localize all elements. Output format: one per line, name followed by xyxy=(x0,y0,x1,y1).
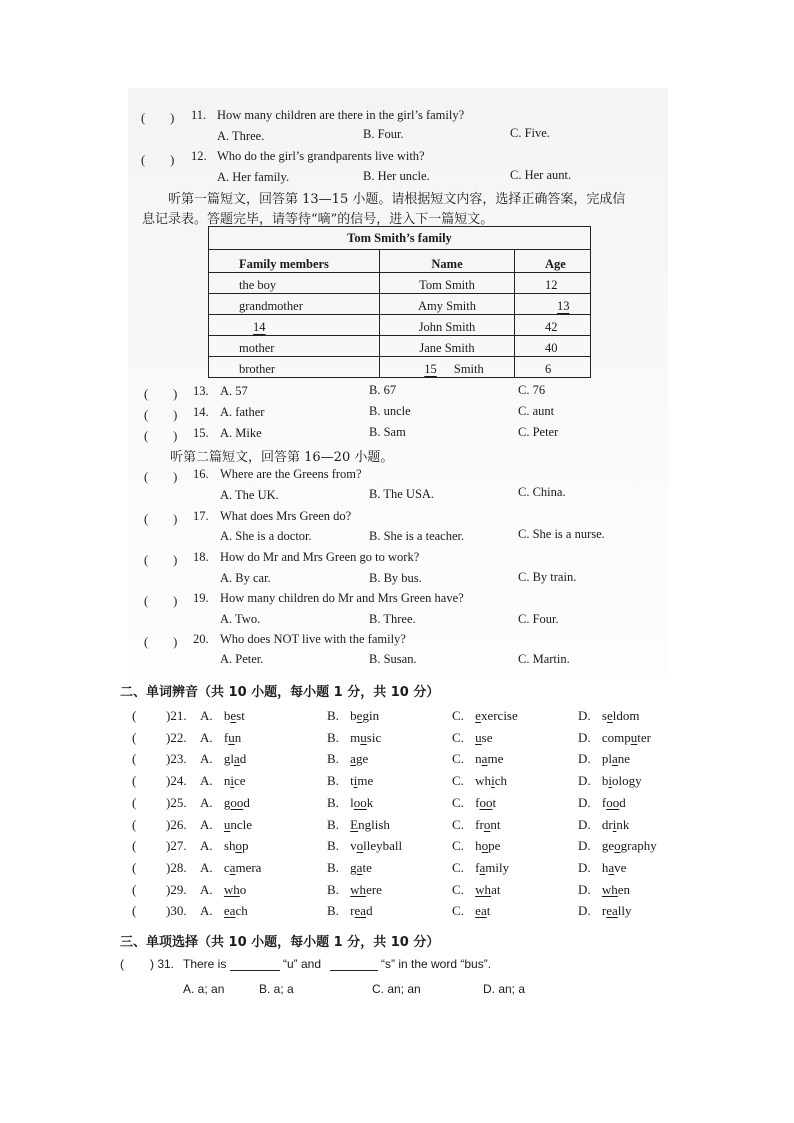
option-d[interactable] xyxy=(578,730,651,746)
underlined-letters: o xyxy=(483,817,491,832)
option-d[interactable] xyxy=(578,882,630,898)
option-label: A. xyxy=(200,730,216,745)
option-c[interactable]: C. Five. xyxy=(510,126,550,140)
word-prefix: n xyxy=(223,773,231,788)
word-suffix: ch xyxy=(235,903,248,918)
option-b[interactable]: B. The USA. xyxy=(369,487,435,501)
question-number: 12. xyxy=(191,149,207,163)
option-d[interactable] xyxy=(578,795,626,811)
option-c[interactable] xyxy=(452,817,500,833)
option-label: D. xyxy=(578,795,594,810)
question-number: 14. xyxy=(193,405,209,419)
option-label: D. xyxy=(578,773,594,788)
question-number: 15. xyxy=(193,426,209,440)
option-label: B. xyxy=(327,903,343,918)
question-number: 16. xyxy=(193,467,209,481)
word-suffix: te xyxy=(362,860,372,875)
word-prefix: h xyxy=(475,838,482,853)
option-a[interactable]: A. Two. xyxy=(220,612,261,626)
section-heading-pronunciation: 二、单词辨音（共 10 小题，每小题 1 分，共 10 分） xyxy=(120,685,440,700)
question-text: Who does NOT live with the family? xyxy=(220,632,406,646)
underlined-letters: ea xyxy=(606,903,618,918)
option-label: B. xyxy=(327,817,343,832)
word-prefix: f xyxy=(223,730,229,745)
question-text: Who do the girl’s grandparents live with? xyxy=(217,149,425,163)
answer-paren[interactable]: ( xyxy=(132,838,137,853)
word-suffix: gin xyxy=(362,708,380,723)
underlined-letters: i xyxy=(608,773,613,788)
question-number: )27. xyxy=(166,838,187,853)
option-a[interactable] xyxy=(200,795,250,811)
word-suffix: nt xyxy=(490,817,501,832)
question-number: )24. xyxy=(166,773,187,788)
word-suffix: ne xyxy=(617,751,631,766)
question-number: )28. xyxy=(166,860,187,875)
word-prefix: c xyxy=(223,860,230,875)
word-prefix: f xyxy=(475,795,480,810)
option-b[interactable]: B. Three. xyxy=(369,612,416,626)
option-b[interactable] xyxy=(327,751,368,767)
word-suffix: mily xyxy=(485,860,510,875)
word-suffix: mera xyxy=(235,860,262,875)
underlined-letters: o xyxy=(614,838,621,853)
option-label: C. xyxy=(452,817,468,832)
underlined-letters: u xyxy=(360,730,367,745)
word-suffix: o xyxy=(239,882,247,897)
underlined-letters: ea xyxy=(475,903,487,918)
option-c[interactable]: C. 76 xyxy=(518,383,546,397)
option-c[interactable]: C. Martin. xyxy=(518,652,570,666)
option-a[interactable] xyxy=(200,838,248,854)
option-label: A. xyxy=(200,860,216,875)
word-suffix: lly xyxy=(617,903,632,918)
word-suffix: me xyxy=(357,773,374,788)
option-a[interactable]: A. father xyxy=(220,405,265,419)
option-d[interactable]: D. an; a xyxy=(483,982,526,996)
option-label: A. xyxy=(200,838,216,853)
underlined-letters: u xyxy=(475,730,482,745)
table-row: grandmother Amy Smith 13 xyxy=(209,294,591,315)
word-prefix: f xyxy=(475,860,480,875)
underlined-letters: a xyxy=(608,860,615,875)
question-text: How many children are there in the girl’s family? xyxy=(217,108,465,122)
table-row: the boy Tom Smith 12 xyxy=(209,273,591,294)
underlined-letters: o xyxy=(481,838,489,853)
option-label: C. xyxy=(452,860,468,875)
word-prefix: r xyxy=(350,903,355,918)
option-c[interactable] xyxy=(452,860,509,876)
option-b[interactable]: B. Susan. xyxy=(369,652,417,666)
option-a[interactable] xyxy=(200,751,246,767)
underlined-letters: a xyxy=(612,751,618,766)
underlined-letters: E xyxy=(350,817,359,832)
option-c[interactable] xyxy=(452,838,500,854)
option-a[interactable]: A. Mike xyxy=(220,426,262,440)
option-b[interactable]: B. a; a xyxy=(259,982,294,996)
word-suffix: n xyxy=(234,730,242,745)
option-b[interactable]: B. Her uncle. xyxy=(363,169,430,183)
word-prefix: l xyxy=(350,795,354,810)
blank-13[interactable]: 13 xyxy=(557,299,570,313)
word-suffix: nglish xyxy=(358,817,390,832)
word-prefix: pl xyxy=(601,751,613,766)
option-label: A. xyxy=(200,773,216,788)
question-number: 20. xyxy=(193,632,209,646)
underlined-letters: o xyxy=(235,838,242,853)
table-header-members: Family members xyxy=(209,250,380,273)
option-a[interactable] xyxy=(200,903,248,919)
option-b[interactable]: B. Four. xyxy=(363,127,404,141)
option-label: D. xyxy=(578,860,594,875)
table-title: Tom Smith’s family xyxy=(209,227,591,250)
question-text-start: There is xyxy=(183,957,227,971)
question-number: 11. xyxy=(191,108,207,122)
word-suffix: pe xyxy=(488,838,501,853)
option-label: A. xyxy=(200,751,216,766)
table-header-name: Name xyxy=(380,250,515,273)
option-b[interactable] xyxy=(327,882,382,898)
answer-paren[interactable]: ( xyxy=(132,730,137,745)
underlined-letters: a xyxy=(479,860,486,875)
option-d[interactable] xyxy=(578,773,642,789)
word-suffix: d xyxy=(366,903,373,918)
option-label: A. xyxy=(200,817,216,832)
word-suffix: se xyxy=(481,730,493,745)
answer-paren[interactable]: ( ) xyxy=(144,553,178,567)
word-suffix: graphy xyxy=(620,838,657,853)
underlined-letters: u xyxy=(630,730,638,745)
word-suffix: d xyxy=(619,795,626,810)
answer-paren[interactable]: ( xyxy=(120,957,124,971)
answer-paren[interactable]: ( ) xyxy=(144,635,178,649)
option-label: B. xyxy=(327,838,343,853)
word-prefix: t xyxy=(350,773,354,788)
option-label: B. xyxy=(327,795,343,810)
option-c[interactable]: C. Peter xyxy=(518,425,559,439)
question-number: )23. xyxy=(166,751,187,766)
option-c[interactable] xyxy=(452,751,503,767)
word-suffix: at xyxy=(491,882,501,897)
option-label: A. xyxy=(200,708,216,723)
option-a[interactable]: A. Her family. xyxy=(217,170,290,184)
option-label: B. xyxy=(327,882,343,897)
option-b[interactable]: B. 67 xyxy=(369,383,397,397)
answer-paren[interactable]: ( ) xyxy=(144,387,178,401)
option-c[interactable]: C. aunt xyxy=(518,404,555,418)
answer-paren[interactable]: ( ) xyxy=(144,512,178,526)
word-suffix: ch xyxy=(494,773,507,788)
option-label: C. xyxy=(452,882,468,897)
option-label: A. xyxy=(200,882,216,897)
answer-paren[interactable]: ( xyxy=(132,708,137,723)
underlined-letters: i xyxy=(491,773,495,788)
answer-paren[interactable]: ( ) xyxy=(144,470,178,484)
option-a[interactable] xyxy=(200,730,241,746)
word-prefix: s xyxy=(601,708,607,723)
question-text-end: “s” in the word “bus”. xyxy=(381,957,492,971)
word-suffix: nk xyxy=(616,817,630,832)
passage2-instruction: 听第二篇短文，回答第 16—20 小题。 xyxy=(170,450,394,465)
answer-paren[interactable]: ( ) xyxy=(144,429,178,443)
option-d[interactable] xyxy=(578,817,629,833)
word-suffix: sic xyxy=(366,730,382,745)
option-label: B. xyxy=(327,773,343,788)
word-prefix: g xyxy=(350,860,357,875)
option-b[interactable] xyxy=(327,817,390,833)
option-a[interactable]: A. 57 xyxy=(220,384,248,398)
passage1-instruction-line1: 听第一篇短文，回答第 13—15 小题。请根据短文内容，选择正确答案，完成信 xyxy=(168,192,626,207)
underlined-letters: a xyxy=(234,751,240,766)
word-suffix: p xyxy=(241,838,249,853)
option-c[interactable] xyxy=(452,773,507,789)
option-b[interactable]: B. She is a teacher. xyxy=(369,529,465,543)
option-label: D. xyxy=(578,882,594,897)
underlined-letters: e xyxy=(230,708,237,723)
option-label: B. xyxy=(327,860,343,875)
option-a[interactable]: A. By car. xyxy=(220,571,271,585)
section-heading-single-choice: 三、单项选择（共 10 小题，每小题 1 分，共 10 分） xyxy=(120,935,440,950)
option-label: C. xyxy=(452,903,468,918)
option-label: B. xyxy=(327,751,343,766)
answer-paren[interactable]: ( xyxy=(132,795,137,810)
word-prefix: h xyxy=(601,860,609,875)
word-prefix: r xyxy=(601,903,607,918)
option-c[interactable]: C. an; an xyxy=(372,982,421,996)
table-row: brother 15 Smith 6 xyxy=(209,357,591,378)
word-suffix: k xyxy=(366,795,374,810)
option-a[interactable] xyxy=(200,817,252,833)
question-number: 17. xyxy=(193,509,209,523)
blank-14[interactable]: 14 xyxy=(253,320,266,334)
option-b[interactable]: B. Sam xyxy=(369,425,406,439)
option-b[interactable] xyxy=(327,838,402,854)
word-suffix: d xyxy=(239,751,247,766)
word-prefix: wh xyxy=(475,773,492,788)
question-text: What does Mrs Green do? xyxy=(220,509,352,523)
question-number: 19. xyxy=(193,591,209,605)
underlined-letters: i xyxy=(230,773,235,788)
option-b[interactable] xyxy=(327,903,373,919)
question-text: Where are the Greens from? xyxy=(220,467,362,481)
word-prefix: g xyxy=(223,795,231,810)
word-suffix: ve xyxy=(614,860,627,875)
underlined-letters: ea xyxy=(354,903,367,918)
option-d[interactable] xyxy=(578,860,626,876)
option-label: D. xyxy=(578,708,594,723)
option-label: D. xyxy=(578,817,594,832)
option-a[interactable] xyxy=(200,860,261,876)
word-prefix: f xyxy=(601,795,607,810)
option-b[interactable] xyxy=(327,860,372,876)
option-label: C. xyxy=(452,730,468,745)
option-label: C. xyxy=(452,751,468,766)
word-suffix: st xyxy=(236,708,245,723)
underlined-letters: e xyxy=(356,708,363,723)
question-text: How do Mr and Mrs Green go to work? xyxy=(220,550,420,564)
option-c[interactable] xyxy=(452,882,500,898)
answer-paren[interactable]: ( ) xyxy=(141,153,175,167)
underlined-letters: oo xyxy=(230,795,244,810)
option-a[interactable]: A. Peter. xyxy=(220,652,264,666)
answer-paren[interactable]: ( ) xyxy=(141,111,175,125)
table-row: mother Jane Smith 40 xyxy=(209,336,591,357)
option-b[interactable] xyxy=(327,795,373,811)
option-c[interactable] xyxy=(452,795,496,811)
option-b[interactable] xyxy=(327,730,381,746)
word-prefix: fr xyxy=(475,817,484,832)
answer-paren[interactable]: ( ) xyxy=(144,408,178,422)
question-text: How many children do Mr and Mrs Green have? xyxy=(220,591,464,605)
option-label: C. xyxy=(452,838,468,853)
underlined-letters: a xyxy=(481,751,488,766)
question-number: ) 31. xyxy=(150,957,175,971)
underlined-letters: oo xyxy=(479,795,493,810)
answer-paren[interactable]: ( xyxy=(132,903,137,918)
option-c[interactable] xyxy=(452,708,518,724)
option-label: B. xyxy=(327,730,343,745)
option-c[interactable]: C. She is a nurse. xyxy=(518,527,605,541)
underlined-letters: oo xyxy=(353,795,367,810)
answer-paren[interactable]: ( xyxy=(132,773,137,788)
word-suffix: ge xyxy=(355,751,369,766)
option-a[interactable] xyxy=(200,882,246,898)
option-c[interactable]: C. China. xyxy=(518,485,566,499)
word-suffix: xercise xyxy=(480,708,518,723)
question-number: )29. xyxy=(166,882,187,897)
option-label: C. xyxy=(452,773,468,788)
option-label: D. xyxy=(578,751,594,766)
underlined-letters: i xyxy=(353,773,358,788)
option-label: A. xyxy=(200,903,216,918)
option-a[interactable]: A. Three. xyxy=(217,129,265,143)
underlined-letters: a xyxy=(229,860,236,875)
option-a[interactable] xyxy=(200,708,245,724)
question-number: 18. xyxy=(193,550,209,564)
word-prefix: m xyxy=(350,730,361,745)
table-header-age: Age xyxy=(515,250,591,273)
underlined-letters: wh xyxy=(350,882,367,897)
option-label: B. xyxy=(327,708,343,723)
option-b[interactable] xyxy=(327,773,373,789)
answer-paren[interactable]: ( xyxy=(132,751,137,766)
underlined-letters: wh xyxy=(223,882,240,897)
blank-15[interactable]: 15 xyxy=(424,362,437,376)
word-suffix: d xyxy=(243,795,250,810)
underlined-letters: wh xyxy=(475,882,492,897)
word-suffix: en xyxy=(617,882,631,897)
option-b[interactable]: B. By bus. xyxy=(369,571,422,585)
passage1-instruction-line2: 息记录表。答题完毕，请等待“嘀”的信号，进入下一篇短文。 xyxy=(142,212,494,227)
option-b[interactable] xyxy=(327,708,379,724)
option-c[interactable] xyxy=(452,730,493,746)
option-c[interactable] xyxy=(452,903,490,919)
word-prefix: comp xyxy=(601,730,631,745)
word-suffix: me xyxy=(487,751,504,766)
underlined-letters: i xyxy=(612,817,617,832)
word-prefix: ge xyxy=(601,838,615,853)
question-number: )21. xyxy=(166,708,187,723)
word-suffix: ldom xyxy=(612,708,640,723)
option-a[interactable]: A. The UK. xyxy=(220,488,279,502)
word-suffix: ere xyxy=(366,882,382,897)
word-prefix: b xyxy=(350,708,357,723)
option-d[interactable] xyxy=(578,751,630,767)
word-suffix: ter xyxy=(637,730,651,745)
answer-blank[interactable] xyxy=(230,958,280,971)
option-c[interactable]: C. By train. xyxy=(518,570,577,584)
word-suffix: ology xyxy=(612,773,642,788)
word-prefix: dr xyxy=(601,817,613,832)
answer-paren[interactable]: ( ) xyxy=(144,594,178,608)
surname: Smith xyxy=(453,362,484,376)
question-text-middle: “u” and xyxy=(283,957,322,971)
table-row: 14 John Smith 42 xyxy=(209,315,591,336)
word-prefix: b xyxy=(223,708,231,723)
answer-paren[interactable]: ( xyxy=(132,817,137,832)
question-number: )22. xyxy=(166,730,187,745)
option-label: D. xyxy=(578,838,594,853)
option-label: D. xyxy=(578,730,594,745)
word-suffix: lleyball xyxy=(363,838,403,853)
underlined-letters: o xyxy=(356,838,364,853)
underlined-letters: u xyxy=(223,817,231,832)
word-prefix: n xyxy=(475,751,482,766)
word-suffix: ncle xyxy=(230,817,253,832)
option-c[interactable]: C. Four. xyxy=(518,612,559,626)
option-b[interactable]: B. uncle xyxy=(369,404,411,418)
word-prefix: gl xyxy=(223,751,235,766)
underlined-letters: e xyxy=(606,708,613,723)
underlined-letters: a xyxy=(356,860,363,875)
option-d[interactable] xyxy=(578,708,639,724)
word-suffix: t xyxy=(492,795,497,810)
option-label: A. xyxy=(200,795,216,810)
underlined-letters: a xyxy=(350,751,356,766)
option-label: D. xyxy=(578,903,594,918)
option-label: C. xyxy=(452,795,468,810)
word-prefix: sh xyxy=(223,838,236,853)
underlined-letters: u xyxy=(228,730,235,745)
answer-paren[interactable]: ( xyxy=(132,882,137,897)
underlined-letters: oo xyxy=(606,795,620,810)
underlined-letters: ea xyxy=(223,903,236,918)
word-suffix: t xyxy=(486,903,491,918)
option-a[interactable]: A. She is a doctor. xyxy=(220,529,312,543)
word-prefix: b xyxy=(601,773,609,788)
question-number: )25. xyxy=(166,795,187,810)
option-d[interactable] xyxy=(578,838,657,854)
question-number: )26. xyxy=(166,817,187,832)
answer-blank[interactable] xyxy=(330,958,378,971)
option-d[interactable] xyxy=(578,903,632,919)
option-a[interactable] xyxy=(200,773,246,789)
question-number: 13. xyxy=(193,384,209,398)
word-prefix: v xyxy=(350,838,357,853)
underlined-letters: e xyxy=(475,708,481,723)
underlined-letters: wh xyxy=(601,882,618,897)
question-number: )30. xyxy=(166,903,187,918)
option-a[interactable]: A. a; an xyxy=(183,982,225,996)
option-label: C. xyxy=(452,708,468,723)
word-suffix: ce xyxy=(234,773,246,788)
option-c[interactable]: C. Her aunt. xyxy=(510,168,572,182)
family-info-table xyxy=(208,226,591,378)
answer-paren[interactable]: ( xyxy=(132,860,137,875)
